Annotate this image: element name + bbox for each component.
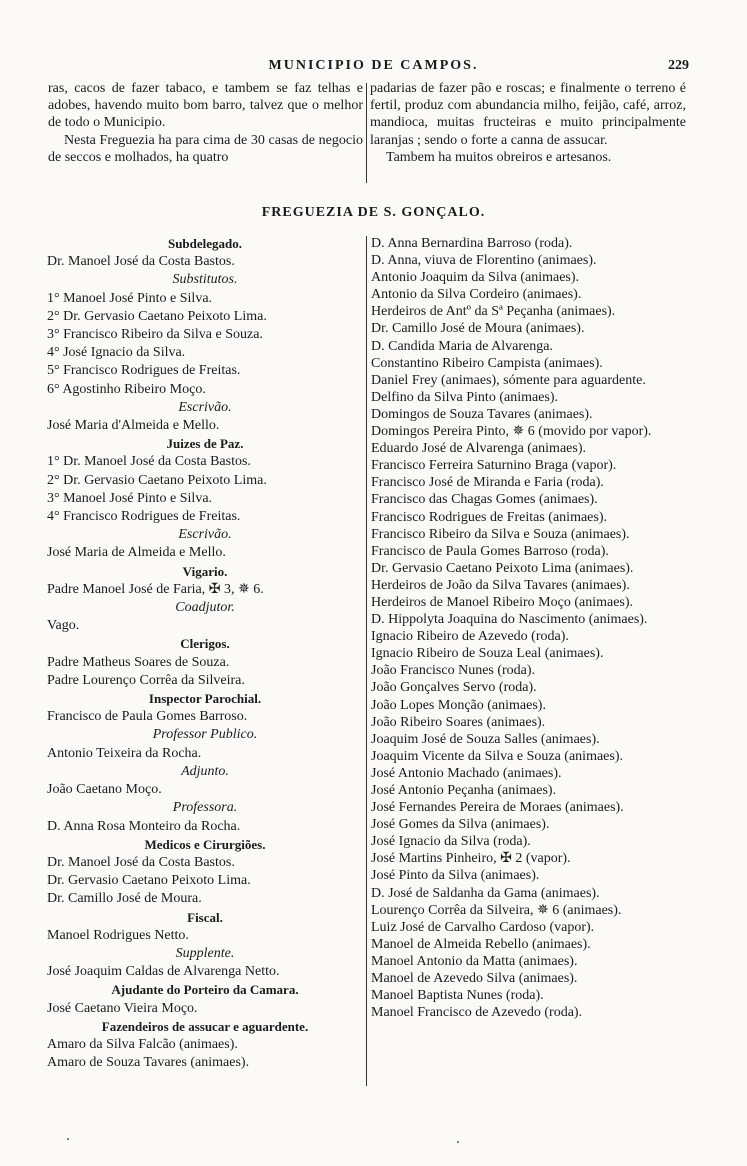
list-item: D. Anna Bernardina Barroso (roda). — [371, 236, 573, 251]
intro-paragraph: Tambem ha muitos obreiros e artesanos. — [386, 149, 612, 165]
subheading: Adjunto. — [181, 763, 229, 779]
subheading: Supplente. — [175, 945, 235, 961]
list-item: José Fernandes Pereira de Moraes (animaes). — [371, 800, 624, 816]
list-item: D. Anna Rosa Monteiro da Rocha. — [47, 818, 241, 834]
list-item: Francisco de Paula Gomes Barroso. — [47, 709, 248, 725]
list-item: Antonio Teixeira da Rocha. — [47, 745, 202, 761]
officials-column — [47, 235, 363, 1072]
list-item: Dr. Camillo José de Moura. — [47, 891, 202, 907]
intro-paragraph: padarias de fazer pão e roscas; e finalmente o terreno é fertil, produz com abundancia milho, feijão, café, arroz, mandioca, muitas fructeiras e muito principalmente laranjas ; sendo o forte a canna de assucar. — [370, 81, 686, 148]
list-item: Antonio da Silva Cordeiro (animaes). — [371, 287, 582, 303]
list-item: 1° Dr. Manoel José da Costa Bastos. — [47, 454, 251, 470]
list-item: Manoel Rodrigues Netto. — [47, 927, 189, 943]
list-item: Manoel Baptista Nunes (roda). — [371, 988, 544, 1004]
column-rule — [366, 83, 367, 183]
print-speck — [67, 1138, 69, 1140]
list-item: Francisco das Chagas Gomes (animaes). — [371, 492, 598, 508]
list-item: Francisco de Paula Gomes Barroso (roda). — [371, 543, 609, 559]
list-item: Manoel Antonio da Matta (animaes). — [371, 953, 578, 969]
list-item: Amaro de Souza Tavares (animaes). — [47, 1055, 250, 1071]
list-item: D. Candida Maria de Alvarenga. — [371, 338, 553, 354]
list-item: José Caetano Vieira Moço. — [47, 1000, 198, 1016]
list-item: Amaro da Silva Falcão (animaes). — [47, 1036, 238, 1052]
subheading: Juizes de Paz. — [166, 436, 244, 452]
list-item: Padre Lourenço Corrêa da Silveira. — [47, 672, 245, 688]
intro-paragraph: ras, cacos de fazer tabaco, e tambem se faz telhas e adobes, havendo muito bom barro, talvez que o melhor de todo o Municipio. — [48, 81, 363, 131]
list-item: Francisco Ribeiro da Silva e Souza (animaes). — [371, 526, 630, 542]
subheading: Coadjutor. — [175, 600, 235, 616]
subheading: Vigario. — [182, 563, 228, 579]
intro-paragraph: Nesta Freguezia ha para cima de 30 casas de negocio de seccos e molhados, ha quatro — [48, 132, 363, 165]
list-item: Dr. Manoel José da Costa Bastos. — [47, 854, 235, 870]
list-item: Delfino da Silva Pinto (animaes). — [371, 389, 559, 405]
list-item: Herdeiros de Manoel Ribeiro Moço (animaes). — [371, 594, 634, 610]
subheading: Professor Publico. — [152, 727, 258, 743]
subheading: Professora. — [172, 800, 238, 816]
list-item: Padre Manoel José de Faria, ✠ 3, ✵ 6. — [47, 581, 264, 597]
list-item: Daniel Frey (animaes), sómente para aguardente. — [371, 372, 646, 388]
list-item: Domingos de Souza Tavares (animaes). — [371, 406, 593, 422]
list-item: Constantino Ribeiro Campista (animaes). — [371, 355, 603, 371]
list-item: José Maria d'Almeida e Mello. — [47, 418, 220, 434]
subheading: Inspector Parochial. — [148, 691, 262, 707]
list-item: Dr. Manoel José da Costa Bastos. — [47, 254, 235, 270]
list-item: João Ribeiro Soares (animaes). — [371, 714, 546, 730]
list-item: João Gonçalves Servo (roda). — [371, 680, 537, 696]
subheading: Clerigos. — [180, 636, 230, 652]
page-title: MUNICIPIO DE CAMPOS. — [268, 58, 479, 73]
list-item: José Martins Pinheiro, ✠ 2 (vapor). — [371, 851, 571, 867]
list-item: Antonio Joaquim da Silva (animaes). — [371, 270, 580, 286]
list-item: Padre Matheus Soares de Souza. — [47, 654, 230, 670]
list-item: José Ignacio da Silva (roda). — [371, 834, 531, 850]
subheading: Substitutos. — [172, 272, 238, 288]
subheading: Subdelegado. — [167, 236, 243, 251]
intro-right-column — [370, 80, 686, 166]
list-item: D. José de Saldanha da Gama (animaes). — [371, 885, 600, 901]
list-item: Joaquim Vicente da Silva e Souza (animaes). — [371, 748, 623, 764]
list-item: Manoel de Azevedo Silva (animaes). — [371, 971, 578, 987]
list-item: José Antonio Machado (animaes). — [371, 765, 562, 781]
list-item: Herdeiros de João da Silva Tavares (animaes). — [371, 577, 630, 593]
list-item: 3° Francisco Ribeiro da Silva e Souza. — [47, 327, 263, 343]
subheading: Escrivão. — [178, 399, 232, 415]
list-item: José Maria de Almeida e Mello. — [47, 545, 226, 561]
list-item: 4° José Ignacio da Silva. — [47, 345, 186, 361]
list-item: Luiz José de Carvalho Cardoso (vapor). — [371, 919, 595, 935]
column-rule — [366, 236, 367, 1086]
subheading: Fazendeiros de assucar e aguardente. — [101, 1018, 309, 1034]
list-item: Domingos Pereira Pinto, ✵ 6 (movido por vapor). — [371, 424, 652, 440]
subheading: Fiscal. — [187, 909, 223, 925]
list-item: Francisco Ferreira Saturnino Braga (vapor). — [371, 458, 617, 474]
list-item: Lourenço Corrêa da Silveira, ✵ 6 (animaes). — [371, 902, 622, 918]
list-item: José Antonio Peçanha (animaes). — [371, 783, 557, 798]
list-item: Manoel Francisco de Azevedo (roda). — [371, 1005, 583, 1021]
list-item: D. Anna, viuva de Florentino (animaes). — [371, 253, 597, 269]
list-item: Ignacio Ribeiro de Azevedo (roda). — [371, 629, 569, 645]
subheading: Medicos e Cirurgiões. — [144, 836, 266, 852]
list-item: 3° Manoel José Pinto e Silva. — [47, 490, 213, 506]
running-header — [0, 58, 747, 78]
list-item: João Francisco Nunes (roda). — [371, 663, 536, 679]
list-item: João Lopes Monção (animaes). — [371, 697, 546, 713]
list-item: José Gomes da Silva (animaes). — [371, 817, 550, 833]
list-item: Dr. Gervasio Caetano Peixoto Lima. — [47, 873, 251, 889]
list-item: Joaquim José de Souza Salles (animaes). — [371, 731, 600, 747]
planters-column — [371, 235, 687, 1021]
list-item: José Pinto da Silva (animaes). — [371, 868, 540, 884]
list-item: D. Hippolyta Joaquina do Nascimento (animaes). — [371, 612, 648, 628]
section-title: FREGUEZIA DE S. GONÇALO. — [261, 205, 486, 220]
subheading: Escrivão. — [178, 527, 232, 543]
list-item: 5° Francisco Rodrigues de Freitas. — [47, 363, 241, 379]
list-item: Ignacio Ribeiro de Souza Leal (animaes). — [371, 646, 604, 662]
list-item: Manoel de Almeida Rebello (animaes). — [371, 936, 591, 952]
intro-left-column — [48, 80, 363, 166]
list-item: Francisco José de Miranda e Faria (roda). — [371, 475, 604, 491]
list-item: Dr. Camillo José de Moura (animaes). — [371, 321, 585, 337]
list-item: Francisco Rodrigues de Freitas (animaes). — [371, 509, 607, 525]
list-item: Vago. — [47, 618, 80, 634]
list-item: 6° Agostinho Ribeiro Moço. — [47, 381, 206, 397]
list-item: José Joaquim Caldas de Alvarenga Netto. — [47, 964, 280, 980]
list-item: Herdeiros de Antº da Sª Peçanha (animaes). — [371, 304, 616, 320]
list-item: 2° Dr. Gervasio Caetano Peixoto Lima. — [47, 472, 267, 488]
page-number: 229 — [668, 58, 689, 73]
subheading: Ajudante do Porteiro da Camara. — [111, 982, 299, 998]
list-item: Eduardo José de Alvarenga (animaes). — [371, 441, 586, 457]
list-item: João Caetano Moço. — [47, 782, 162, 798]
list-item: 1° Manoel José Pinto e Silva. — [47, 290, 213, 306]
list-item: 2° Dr. Gervasio Caetano Peixoto Lima. — [47, 308, 267, 324]
list-item: 4° Francisco Rodrigues de Freitas. — [47, 509, 241, 525]
list-item: Dr. Gervasio Caetano Peixoto Lima (animaes). — [371, 560, 634, 576]
print-speck — [457, 1141, 459, 1143]
